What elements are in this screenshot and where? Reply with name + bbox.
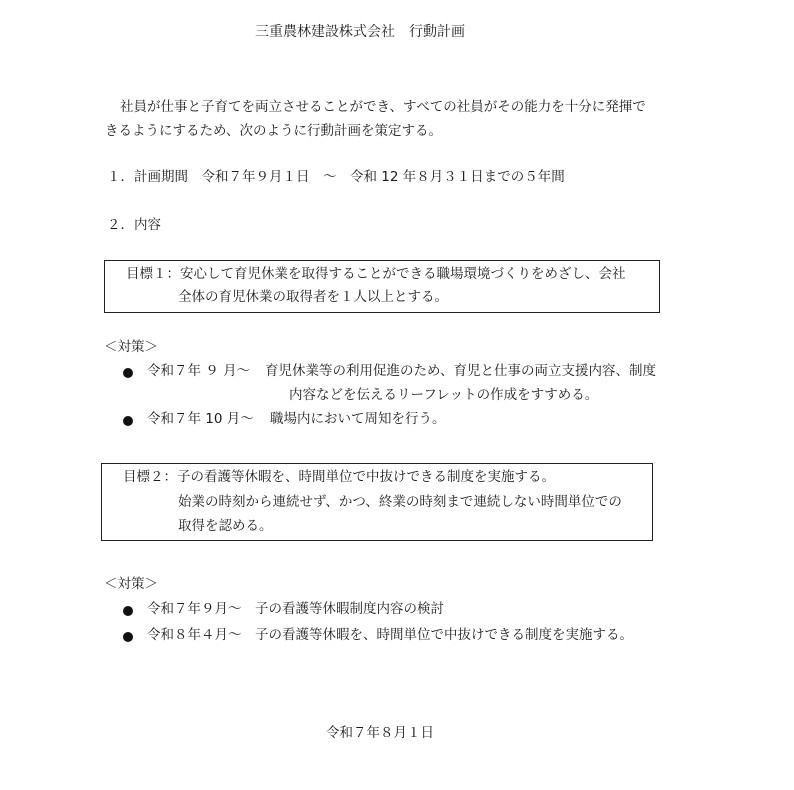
measures-1-heading: ＜対策＞ [104, 339, 158, 355]
goal-2-line-3: 取得を認める。 [178, 518, 273, 534]
measure-1-1-date: 令和７年 ９ 月～ [147, 363, 251, 379]
measure-2-1-text-1: 子の看護等休暇制度内容の検討 [255, 601, 444, 617]
bullet-icon [123, 632, 133, 642]
intro-line-1: 社員が仕事と子育てを両立させることができ、すべての社員がその能力を十分に発揮で [120, 99, 646, 115]
measure-1-2-date: 令和７年 10 月～ [147, 411, 254, 427]
measure-2-2-date: 令和８年４月～ [147, 627, 242, 643]
document-title: 三重農林建設株式会社 行動計画 [255, 24, 465, 40]
bullet-icon [123, 368, 133, 378]
goal-1-line-1: 目標１：安心して育児休業を取得することができる職場環境づくりをめざし、会社 [126, 266, 626, 282]
measures-2-heading: ＜対策＞ [104, 576, 158, 592]
measure-1-2-text-1: 職場内において周知を行う。 [270, 411, 446, 427]
measure-2-1-date: 令和７年９月～ [147, 601, 242, 617]
bullet-icon [123, 416, 133, 426]
goal-2-line-1: 目標２：子の看護等休暇を、時間単位で中抜けできる制度を実施する。 [123, 469, 555, 485]
measure-2-2-text-1: 子の看護等休暇を、時間単位で中抜けできる制度を実施する。 [255, 627, 633, 643]
goal-1-line-2: 全体の育児休業の取得者を１人以上とする。 [178, 289, 448, 305]
section-content-heading: ２．内容 [107, 217, 161, 233]
measure-1-1-text-1: 育児休業等の利用促進のため、育児と仕事の両立支援内容、制度 [265, 363, 656, 379]
document-date: 令和７年８月１日 [326, 725, 434, 741]
intro-line-2: きるようにするため、次のように行動計画を策定する。 [105, 123, 442, 139]
goal-2-line-2: 始業の時刻から連続せず、かつ、終業の時刻まで連続しない時間単位での [178, 494, 622, 510]
bullet-icon [123, 606, 133, 616]
section-period: １．計画期間 令和７年９月１日 ～ 令和 12 年８月３１日までの５年間 [107, 169, 565, 185]
measure-1-1-text-2: 内容などを伝えるリーフレットの作成をすすめる。 [289, 387, 599, 403]
